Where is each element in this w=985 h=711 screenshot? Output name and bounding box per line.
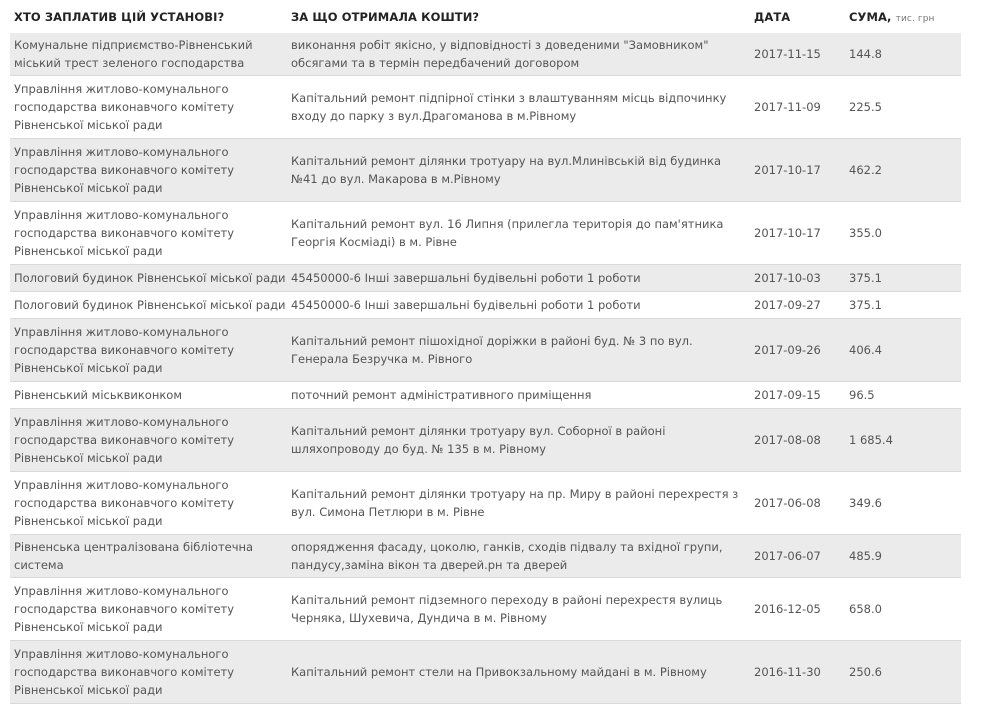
- payer-cell: Управління житлово-комунального господарства виконавчого комітету Рівненської міської ради: [10, 578, 287, 641]
- date-cell: 2016-11-30: [750, 641, 845, 704]
- table-row: [10, 202, 961, 265]
- payer-cell: Комунальне підприємство-Рівненський міський трест зеленого господарства: [10, 33, 287, 76]
- payer-cell: Управління житлово-комунального господарства виконавчого комітету Рівненської міської ради: [10, 472, 287, 535]
- header-sum: [845, 0, 961, 33]
- table-row: [10, 33, 961, 76]
- table-row: [10, 265, 961, 292]
- table-row: [10, 641, 961, 704]
- purpose-cell: Капітальний ремонт пішохідної доріжки в районі буд. № 3 по вул. Генерала Безручка м. Рівного: [287, 319, 750, 382]
- sum-cell: 1 685.4: [845, 409, 961, 472]
- table-row: [10, 535, 961, 578]
- table-row: [10, 139, 961, 202]
- purpose-cell: Капітальний ремонт вул. 16 Липня (прилегла територія до пам'ятника Георгія Косміаді) в м. Рівне: [287, 202, 750, 265]
- header-date: ДАТА: [754, 9, 791, 24]
- purpose-cell: опорядження фасаду, цоколю, ганків, сходів підвалу та вхідної групи, пандусу,заміна вікон та дверей.рн та дверей: [287, 535, 750, 578]
- purpose-cell: Капітальний ремонт ділянки тротуару на вул.Млинівській від будинка №41 до вул. Макарова в м.Рівному: [287, 139, 750, 202]
- header-payer: ХТО ЗАПЛАТИВ ЦІЙ УСТАНОВІ?: [14, 9, 225, 24]
- header-sum-unit: тис. грн: [895, 13, 935, 24]
- payer-cell: Управління житлово-комунального господарства виконавчого комітету Рівненської міської ради: [10, 409, 287, 472]
- payer-cell: Пологовий будинок Рівненської міської ради: [10, 292, 287, 319]
- purpose-cell: поточний ремонт адміністративного приміщення: [287, 382, 750, 409]
- table-row: [10, 409, 961, 472]
- table-row: [10, 472, 961, 535]
- date-cell: 2017-06-08: [750, 472, 845, 535]
- table-row: [10, 382, 961, 409]
- payer-cell: Рівненська централізована бібліотечна система: [10, 535, 287, 578]
- sum-cell: 250.6: [845, 641, 961, 704]
- date-cell: 2017-10-17: [750, 202, 845, 265]
- sum-cell: 349.6: [845, 472, 961, 535]
- purpose-cell: 45450000-6 Інші завершальні будівельні роботи 1 роботи: [287, 292, 750, 319]
- sum-cell: 406.4: [845, 319, 961, 382]
- table-row: [10, 578, 961, 641]
- sum-cell: 96.5: [845, 382, 961, 409]
- payer-cell: Управління житлово-комунального господарства виконавчого комітету Рівненської міської ради: [10, 641, 287, 704]
- table-row: [10, 292, 961, 319]
- date-cell: 2017-11-15: [750, 33, 845, 76]
- date-cell: 2017-09-15: [750, 382, 845, 409]
- table-row: [10, 76, 961, 139]
- date-cell: 2016-12-05: [750, 578, 845, 641]
- header-sum-label: СУМА,: [849, 9, 892, 24]
- date-cell: 2017-10-17: [750, 139, 845, 202]
- sum-cell: 144.8: [845, 33, 961, 76]
- date-cell: 2017-09-26: [750, 319, 845, 382]
- payer-cell: Управління житлово-комунального господарства виконавчого комітету Рівненської міської ради: [10, 319, 287, 382]
- sum-cell: 225.5: [845, 76, 961, 139]
- date-cell: 2017-11-09: [750, 76, 845, 139]
- purpose-cell: Капітальний ремонт підземного переходу в районі перехрестя вулиць Черняка, Шухевича, Дундича в м. Рівному: [287, 578, 750, 641]
- sum-cell: 355.0: [845, 202, 961, 265]
- date-cell: 2017-10-03: [750, 265, 845, 292]
- table-header-row: [10, 0, 961, 33]
- purpose-cell: Капітальний ремонт ділянки тротуару вул. Соборної в районі шляхопроводу до буд. № 135 в м. Рівному: [287, 409, 750, 472]
- sum-cell: 375.1: [845, 292, 961, 319]
- sum-cell: 375.1: [845, 265, 961, 292]
- payer-cell: Управління житлово-комунального господарства виконавчого комітету Рівненської міської ради: [10, 202, 287, 265]
- sum-cell: 658.0: [845, 578, 961, 641]
- sum-cell: 462.2: [845, 139, 961, 202]
- date-cell: 2017-06-07: [750, 535, 845, 578]
- purpose-cell: Капітальний ремонт стели на Привокзальному майдані в м. Рівному: [287, 641, 750, 704]
- payments-table: [10, 0, 961, 704]
- sum-cell: 485.9: [845, 535, 961, 578]
- payer-cell: Управління житлово-комунального господарства виконавчого комітету Рівненської міської ради: [10, 76, 287, 139]
- table-row: [10, 319, 961, 382]
- payer-cell: Управління житлово-комунального господарства виконавчого комітету Рівненської міської ради: [10, 139, 287, 202]
- payer-cell: Пологовий будинок Рівненської міської ради: [10, 265, 287, 292]
- purpose-cell: 45450000-6 Інші завершальні будівельні роботи 1 роботи: [287, 265, 750, 292]
- date-cell: 2017-08-08: [750, 409, 845, 472]
- date-cell: 2017-09-27: [750, 292, 845, 319]
- payer-cell: Рівненський міськвиконком: [10, 382, 287, 409]
- purpose-cell: Капітальний ремонт підпірної стінки з влаштуванням місць відпочинку входу до парку з вул.Драгоманова в м.Рівному: [287, 76, 750, 139]
- header-purpose: ЗА ЩО ОТРИМАЛА КОШТИ?: [291, 9, 480, 24]
- purpose-cell: Капітальний ремонт ділянки тротуару на пр. Миру в районі перехрестя з вул. Симона Петлюри в м. Рівне: [287, 472, 750, 535]
- purpose-cell: виконання робіт якісно, у відповідності з доведеними "Замовником" обсягами та в термін передбачений договором: [287, 33, 750, 76]
